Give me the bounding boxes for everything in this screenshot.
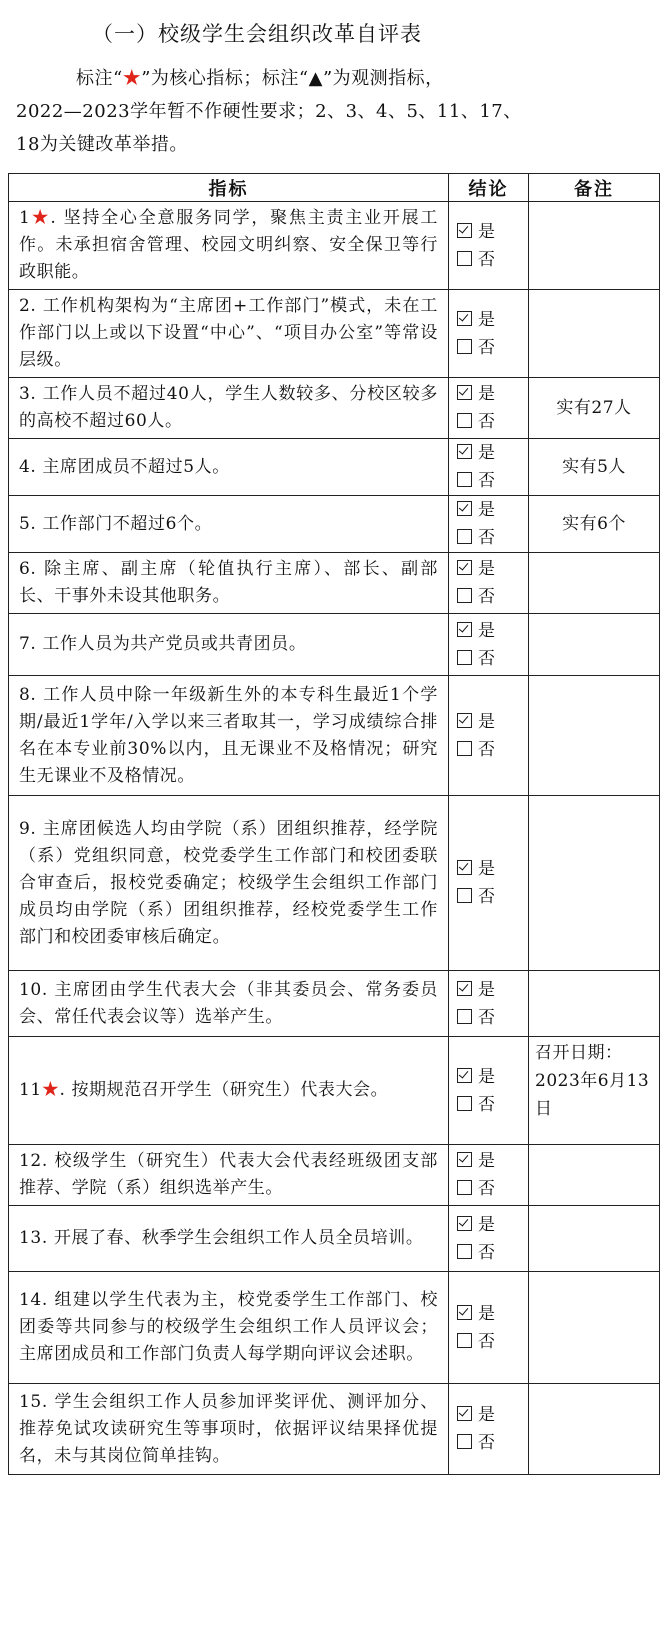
indicator-text: 校级学生（研究生）代表大会代表经班级团支部推荐、学院（系）组织选举产生。: [19, 1151, 438, 1198]
checked-checkbox-icon[interactable]: [457, 622, 472, 637]
option-yes[interactable]: [457, 496, 528, 524]
table-header-row: [9, 174, 660, 202]
indicator-number: 7.: [19, 634, 37, 654]
option-label-no: 否: [478, 1433, 495, 1453]
conclusion-cell: [449, 290, 529, 378]
table-row: [9, 439, 660, 496]
conclusion-cell: [449, 496, 529, 553]
checked-checkbox-icon[interactable]: [457, 1152, 472, 1167]
remark-cell: 召开日期：2023年6月13日: [529, 1037, 660, 1145]
option-no[interactable]: [457, 1328, 528, 1356]
conclusion-cell: [449, 1384, 529, 1475]
option-yes[interactable]: [457, 617, 528, 645]
checked-checkbox-icon[interactable]: [457, 1406, 472, 1421]
conclusion-cell: [449, 202, 529, 290]
unchecked-checkbox-icon[interactable]: [457, 472, 472, 487]
option-label-yes: 是: [478, 711, 495, 732]
option-no[interactable]: [457, 1239, 528, 1267]
core-star-icon: ★: [41, 1080, 60, 1100]
option-label-no: 否: [478, 587, 495, 607]
page-title: （一）校级学生会组织改革自评表: [92, 22, 422, 46]
table-row: [9, 1206, 660, 1272]
indicator-number: 10.: [19, 979, 48, 1000]
checked-checkbox-icon[interactable]: [457, 560, 472, 575]
indicator-text: . 按期规范召开学生（研究生）代表大会。: [59, 1080, 389, 1100]
option-no[interactable]: [457, 408, 528, 436]
option-yes[interactable]: [457, 1147, 528, 1175]
option-label-no: 否: [478, 739, 495, 760]
indicator-cell: [9, 1206, 449, 1272]
option-yes[interactable]: [457, 976, 528, 1004]
checked-checkbox-icon[interactable]: [457, 1068, 472, 1083]
option-no[interactable]: [457, 1004, 528, 1032]
option-label-no: 否: [478, 528, 495, 548]
remark-cell: [529, 202, 660, 290]
table-row: [9, 971, 660, 1037]
indicator-cell: [9, 290, 449, 378]
remark-cell: [529, 796, 660, 971]
option-no[interactable]: [457, 334, 528, 362]
indicator-number: 9.: [19, 818, 37, 839]
checked-checkbox-icon[interactable]: [457, 501, 472, 516]
unchecked-checkbox-icon[interactable]: [457, 588, 472, 603]
indicator-text: 组建以学生代表为主，校党委学生工作部门、校团委等共同参与的校级学生会组织工作人员评议会；主席团成员和工作部门负责人每学期向评议会述职。: [19, 1290, 438, 1364]
table-row: [9, 1145, 660, 1206]
checked-checkbox-icon[interactable]: [457, 223, 472, 238]
unchecked-checkbox-icon[interactable]: [457, 251, 472, 266]
checked-checkbox-icon[interactable]: [457, 1216, 472, 1231]
option-label-no: 否: [478, 412, 495, 432]
indicator-text: 工作机构架构为“主席团+工作部门”模式，未在工作部门以上或以下设置“中心”、“项目办公室”等常设层级。: [19, 296, 438, 370]
conclusion-cell: [449, 971, 529, 1037]
remark-cell: [529, 290, 660, 378]
indicator-number: 13.: [19, 1228, 48, 1248]
unchecked-checkbox-icon[interactable]: [457, 1434, 472, 1449]
option-label-yes: 是: [478, 1405, 495, 1425]
option-yes[interactable]: [457, 1401, 528, 1429]
indicator-number: 4.: [19, 456, 37, 477]
indicator-cell: [9, 202, 449, 290]
table-row: [9, 202, 660, 290]
table-row: [9, 496, 660, 553]
indicator-text: 工作人员中除一年级新生外的本专科生最近1个学期/最近1学年/入学以来三者取其一，学习成绩综合排名在本专业前30%以内，且无课业不及格情况；研究生无课业不及格情况。: [19, 684, 438, 786]
option-label-no: 否: [478, 648, 495, 669]
indicator-cell: [9, 796, 449, 971]
option-label-yes: 是: [478, 221, 495, 242]
unchecked-checkbox-icon[interactable]: [457, 529, 472, 544]
legend-line-3: 18为关键改革举措。: [16, 134, 188, 155]
indicator-text: 主席团成员不超过5人。: [36, 456, 230, 477]
option-yes[interactable]: [457, 555, 528, 583]
unchecked-checkbox-icon[interactable]: [457, 339, 472, 354]
table-row: [9, 290, 660, 378]
checked-checkbox-icon[interactable]: [457, 444, 472, 459]
remark-cell: [529, 676, 660, 796]
core-star-icon: ★: [30, 208, 51, 228]
option-label-yes: 是: [478, 1303, 495, 1324]
indicator-text: 工作人员为共产党员或共青团员。: [36, 634, 307, 654]
option-no[interactable]: [457, 1175, 528, 1203]
remark-cell: [529, 614, 660, 676]
indicator-text: 工作部门不超过6个。: [36, 513, 213, 534]
conclusion-cell: [449, 796, 529, 971]
indicator-cell: [9, 1272, 449, 1384]
indicator-number: 14.: [19, 1290, 48, 1310]
indicator-cell: [9, 676, 449, 796]
indicator-cell: [9, 971, 449, 1037]
indicator-cell: [9, 553, 449, 614]
unchecked-checkbox-icon[interactable]: [457, 1333, 472, 1348]
indicator-number: 6.: [19, 559, 37, 579]
option-label-yes: 是: [478, 309, 495, 330]
indicator-text: 主席团候选人均由学院（系）团组织推荐，经学院（系）党组织同意，校党委学生工作部门和校团委联合审查后，报校党委确定；校级学生会组织工作部门成员均由学院（系）团组织推荐，经校党委学生工作部门和校团委审核后确定。: [19, 818, 438, 947]
option-label-no: 否: [478, 337, 495, 358]
option-no[interactable]: [457, 583, 528, 611]
option-label-yes: 是: [478, 384, 495, 404]
remark-cell: [529, 1206, 660, 1272]
legend-line-1: [16, 62, 649, 95]
indicator-cell: [9, 496, 449, 553]
option-label-no: 否: [478, 1242, 495, 1263]
indicator-number: 5.: [19, 513, 37, 534]
option-label-yes: 是: [478, 559, 495, 579]
checked-checkbox-icon[interactable]: [457, 385, 472, 400]
remark-cell: 实有5人: [529, 439, 660, 496]
option-no[interactable]: [457, 883, 528, 911]
indicator-number: 3.: [19, 384, 37, 404]
indicator-number: 8.: [19, 684, 37, 705]
indicator-text: 工作人员不超过40人，学生人数较多、分校区较多的高校不超过60人。: [19, 384, 438, 431]
option-label-yes: 是: [478, 979, 495, 1000]
indicator-cell: [9, 1384, 449, 1475]
checked-checkbox-icon[interactable]: [457, 981, 472, 996]
indicator-text: 除主席、副主席（轮值执行主席）、部长、副部长、干事外未设其他职务。: [19, 559, 438, 606]
remark-cell: 实有6个: [529, 496, 660, 553]
indicator-text: 学生会组织工作人员参加评奖评优、测评加分、推荐免试攻读研究生等事项时，依据评议结果择优提名，未与其岗位简单挂钩。: [19, 1391, 438, 1466]
unchecked-checkbox-icon[interactable]: [457, 1244, 472, 1259]
unchecked-checkbox-icon[interactable]: [457, 741, 472, 756]
unchecked-checkbox-icon[interactable]: [457, 1009, 472, 1024]
remark-cell: [529, 1272, 660, 1384]
indicator-number: 11: [19, 1080, 42, 1100]
conclusion-cell: [449, 1272, 529, 1384]
option-label-no: 否: [478, 249, 495, 270]
conclusion-cell: [449, 553, 529, 614]
option-no[interactable]: [457, 467, 528, 495]
indicator-number: 12.: [19, 1151, 48, 1171]
star-icon: ★: [122, 68, 142, 89]
indicator-cell: [9, 439, 449, 496]
indicator-number: 1: [19, 208, 31, 228]
legend-note: [16, 62, 649, 161]
table-row: [9, 676, 660, 796]
conclusion-cell: [449, 1206, 529, 1272]
option-yes[interactable]: [457, 306, 528, 334]
indicator-text: 开展了春、秋季学生会组织工作人员全员培训。: [47, 1228, 424, 1248]
option-no[interactable]: [457, 736, 528, 764]
conclusion-cell: [449, 1037, 529, 1145]
conclusion-cell: [449, 676, 529, 796]
conclusion-cell: [449, 614, 529, 676]
option-yes[interactable]: [457, 1300, 528, 1328]
option-label-no: 否: [478, 1331, 495, 1352]
option-label-no: 否: [478, 1094, 495, 1115]
option-label-no: 否: [478, 887, 495, 907]
option-yes[interactable]: [457, 1211, 528, 1239]
table-row: [9, 553, 660, 614]
remark-cell: [529, 971, 660, 1037]
table-row: [9, 1384, 660, 1475]
conclusion-cell: [449, 439, 529, 496]
option-no[interactable]: [457, 246, 528, 274]
header-remark: 备注: [529, 174, 660, 202]
option-label-yes: 是: [478, 859, 495, 879]
indicator-text: 主席团由学生代表大会（非其委员会、常务委员会、常任代表会议等）选举产生。: [19, 979, 438, 1027]
header-indicator: 指标: [9, 174, 449, 202]
option-label-yes: 是: [478, 620, 495, 641]
option-no[interactable]: [457, 524, 528, 552]
table-row: [9, 378, 660, 439]
legend-text-1: 标注“: [76, 68, 123, 89]
option-yes[interactable]: [457, 380, 528, 408]
table-row: [9, 1037, 660, 1145]
option-label-yes: 是: [478, 1214, 495, 1235]
header-conclusion: 结论: [449, 174, 529, 202]
unchecked-checkbox-icon[interactable]: [457, 413, 472, 428]
remark-cell: [529, 1384, 660, 1475]
unchecked-checkbox-icon[interactable]: [457, 888, 472, 903]
remark-cell: [529, 1145, 660, 1206]
indicator-number: 15.: [19, 1391, 48, 1412]
unchecked-checkbox-icon[interactable]: [457, 650, 472, 665]
unchecked-checkbox-icon[interactable]: [457, 1096, 472, 1111]
conclusion-cell: [449, 378, 529, 439]
remark-cell: [529, 553, 660, 614]
option-no[interactable]: [457, 1091, 528, 1119]
option-yes[interactable]: [457, 1063, 528, 1091]
conclusion-cell: [449, 1145, 529, 1206]
indicator-cell: [9, 378, 449, 439]
option-label-yes: 是: [478, 443, 495, 463]
remark-cell: 实有27人: [529, 378, 660, 439]
self-evaluation-table: [8, 173, 660, 1475]
table-row: [9, 796, 660, 971]
option-label-yes: 是: [478, 1066, 495, 1087]
table-row: [9, 1272, 660, 1384]
indicator-cell: [9, 1037, 449, 1145]
option-label-no: 否: [478, 1007, 495, 1028]
legend-line-2: 2022—2023学年暂不作硬性要求；2、3、4、5、11、17、: [16, 101, 522, 122]
option-no[interactable]: [457, 645, 528, 673]
option-label-no: 否: [478, 471, 495, 491]
table-body: [9, 202, 660, 1475]
legend-text-2: ”为核心指标；标注“▲”为观测指标，: [141, 68, 444, 89]
option-label-yes: 是: [478, 1151, 495, 1171]
checked-checkbox-icon[interactable]: [457, 1305, 472, 1320]
option-yes[interactable]: [457, 855, 528, 883]
option-yes[interactable]: [457, 439, 528, 467]
indicator-number: 2.: [19, 296, 37, 316]
option-label-yes: 是: [478, 500, 495, 520]
table-row: [9, 614, 660, 676]
checked-checkbox-icon[interactable]: [457, 860, 472, 875]
indicator-text: . 坚持全心全意服务同学，聚焦主责主业开展工作。未承担宿舍管理、校园文明纠察、安全保卫等行政职能。: [19, 208, 438, 282]
unchecked-checkbox-icon[interactable]: [457, 1180, 472, 1195]
indicator-cell: [9, 1145, 449, 1206]
indicator-cell: [9, 614, 449, 676]
checked-checkbox-icon[interactable]: [457, 311, 472, 326]
option-label-no: 否: [478, 1179, 495, 1199]
option-yes[interactable]: [457, 218, 528, 246]
option-yes[interactable]: [457, 708, 528, 736]
option-no[interactable]: [457, 1429, 528, 1457]
checked-checkbox-icon[interactable]: [457, 713, 472, 728]
